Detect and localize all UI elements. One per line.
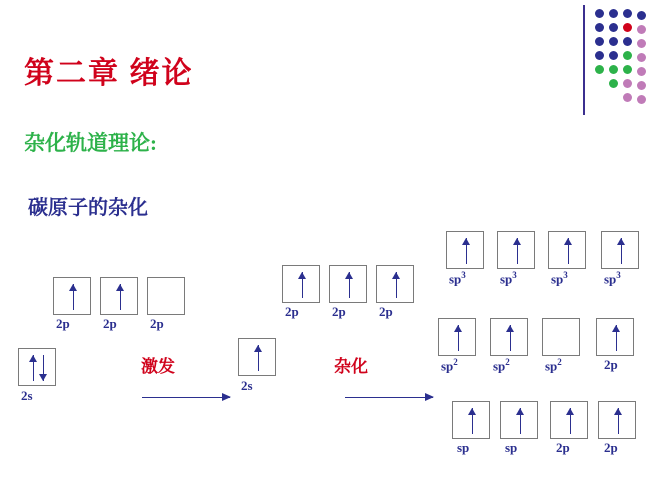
logo-dot xyxy=(595,37,604,46)
logo-dot xyxy=(609,79,618,88)
electron-arrows xyxy=(19,349,55,385)
orbital-box-2p xyxy=(282,265,320,303)
orbital-box-2p xyxy=(550,401,588,439)
orbital-label: 2s xyxy=(241,378,253,393)
subtitle-carbon-hybridization: 碳原子的杂化 xyxy=(28,197,148,219)
orbital-box-sp2 xyxy=(438,318,476,356)
orbital-label: 2s xyxy=(21,388,33,403)
spin-up-arrow-icon xyxy=(349,272,350,298)
spin-up-arrow-icon xyxy=(621,238,622,264)
spin-up-arrow-icon xyxy=(517,238,518,264)
orbital-label: sp xyxy=(505,440,518,455)
electron-arrows xyxy=(551,402,587,438)
orbital-label: $sp^2$ xyxy=(493,357,510,374)
orbital-box-2s xyxy=(238,338,276,376)
electron-arrows xyxy=(447,232,483,268)
process-arrow-excitation xyxy=(142,397,230,398)
logo-dot xyxy=(623,93,632,102)
spin-up-arrow-icon xyxy=(302,272,303,298)
spin-up-arrow-icon xyxy=(396,272,397,298)
logo-dot xyxy=(623,37,632,46)
logo-dot xyxy=(637,39,646,48)
orbital-box-sp3 xyxy=(601,231,639,269)
logo-dot xyxy=(623,79,632,88)
spin-up-arrow-icon xyxy=(618,408,619,434)
orbital-label: $sp^3$ xyxy=(604,270,621,287)
spin-up-arrow-icon xyxy=(520,408,521,434)
logo-dot xyxy=(637,95,646,104)
electron-arrows xyxy=(597,319,633,355)
spin-up-arrow-icon xyxy=(570,408,571,434)
electron-arrows xyxy=(453,402,489,438)
electron-arrows xyxy=(101,278,137,314)
orbital-box-sp2-empty xyxy=(542,318,580,356)
logo-dot xyxy=(609,9,618,18)
spin-up-arrow-icon xyxy=(472,408,473,434)
orbital-label: 2p xyxy=(285,304,299,319)
orbital-box-sp2 xyxy=(490,318,528,356)
orbital-label: $sp^2$ xyxy=(545,357,562,374)
orbital-label: sp xyxy=(457,440,470,455)
electron-arrows xyxy=(330,266,366,302)
spin-up-arrow-icon xyxy=(458,325,459,351)
logo-dot xyxy=(595,65,604,74)
orbital-label: $sp^3$ xyxy=(449,270,466,287)
orbital-box-2p xyxy=(100,277,138,315)
spin-up-arrow-icon xyxy=(73,284,74,310)
logo-dot xyxy=(637,11,646,20)
logo-dot xyxy=(623,23,632,32)
spin-up-arrow-icon xyxy=(466,238,467,264)
logo-dot xyxy=(623,9,632,18)
spin-up-arrow-icon xyxy=(120,284,121,310)
electron-arrows xyxy=(498,232,534,268)
electron-arrows xyxy=(439,319,475,355)
process-label-hybridization: 杂化 xyxy=(334,357,368,376)
logo-dot xyxy=(637,25,646,34)
orbital-box-2p xyxy=(376,265,414,303)
electron-arrows xyxy=(599,402,635,438)
orbital-label: 2p xyxy=(56,316,70,331)
orbital-label: 2p xyxy=(103,316,117,331)
logo-dot xyxy=(637,53,646,62)
orbital-label: 2p xyxy=(150,316,164,331)
orbital-label: $sp^3$ xyxy=(500,270,517,287)
logo-dot xyxy=(623,65,632,74)
electron-arrows xyxy=(283,266,319,302)
spin-up-arrow-icon xyxy=(568,238,569,264)
logo-dot xyxy=(623,51,632,60)
orbital-label: 2p xyxy=(556,440,570,455)
process-arrow-hybridization xyxy=(345,397,433,398)
subtitle-hybrid-orbital-theory: 杂化轨道理论: xyxy=(24,131,157,155)
electron-arrows xyxy=(491,319,527,355)
orbital-label: 2p xyxy=(604,357,618,372)
logo-dot xyxy=(609,23,618,32)
electron-arrows xyxy=(54,278,90,314)
orbital-box-2p xyxy=(53,277,91,315)
spin-up-arrow-icon xyxy=(33,355,34,381)
logo-dot xyxy=(609,65,618,74)
orbital-label: 2p xyxy=(604,440,618,455)
electron-arrows xyxy=(501,402,537,438)
logo-dot xyxy=(595,9,604,18)
page-title: 第二章 绪论 xyxy=(24,57,194,90)
orbital-label: 2p xyxy=(332,304,346,319)
electron-arrows xyxy=(549,232,585,268)
logo-dot xyxy=(609,37,618,46)
electron-arrows xyxy=(239,339,275,375)
orbital-box-2p xyxy=(329,265,367,303)
logo-dot xyxy=(595,23,604,32)
spin-down-arrow-icon xyxy=(43,355,44,381)
logo-dot xyxy=(637,67,646,76)
electron-arrows xyxy=(602,232,638,268)
orbital-box-sp3 xyxy=(548,231,586,269)
orbital-box-2p-empty xyxy=(147,277,185,315)
orbital-box-2p xyxy=(598,401,636,439)
electron-arrows xyxy=(377,266,413,302)
spin-up-arrow-icon xyxy=(616,325,617,351)
decorative-dot-grid-logo xyxy=(583,5,663,115)
spin-up-arrow-icon xyxy=(258,345,259,371)
logo-dot xyxy=(595,51,604,60)
orbital-box-2p xyxy=(596,318,634,356)
process-label-excitation: 激发 xyxy=(141,357,175,376)
orbital-box-sp3 xyxy=(446,231,484,269)
orbital-box-2s xyxy=(18,348,56,386)
logo-dot xyxy=(609,51,618,60)
spin-up-arrow-icon xyxy=(510,325,511,351)
orbital-box-sp xyxy=(500,401,538,439)
orbital-label: 2p xyxy=(379,304,393,319)
orbital-label: $sp^3$ xyxy=(551,270,568,287)
orbital-box-sp xyxy=(452,401,490,439)
orbital-label: $sp^2$ xyxy=(441,357,458,374)
orbital-box-sp3 xyxy=(497,231,535,269)
logo-vertical-bar xyxy=(583,5,585,115)
logo-dot xyxy=(637,81,646,90)
